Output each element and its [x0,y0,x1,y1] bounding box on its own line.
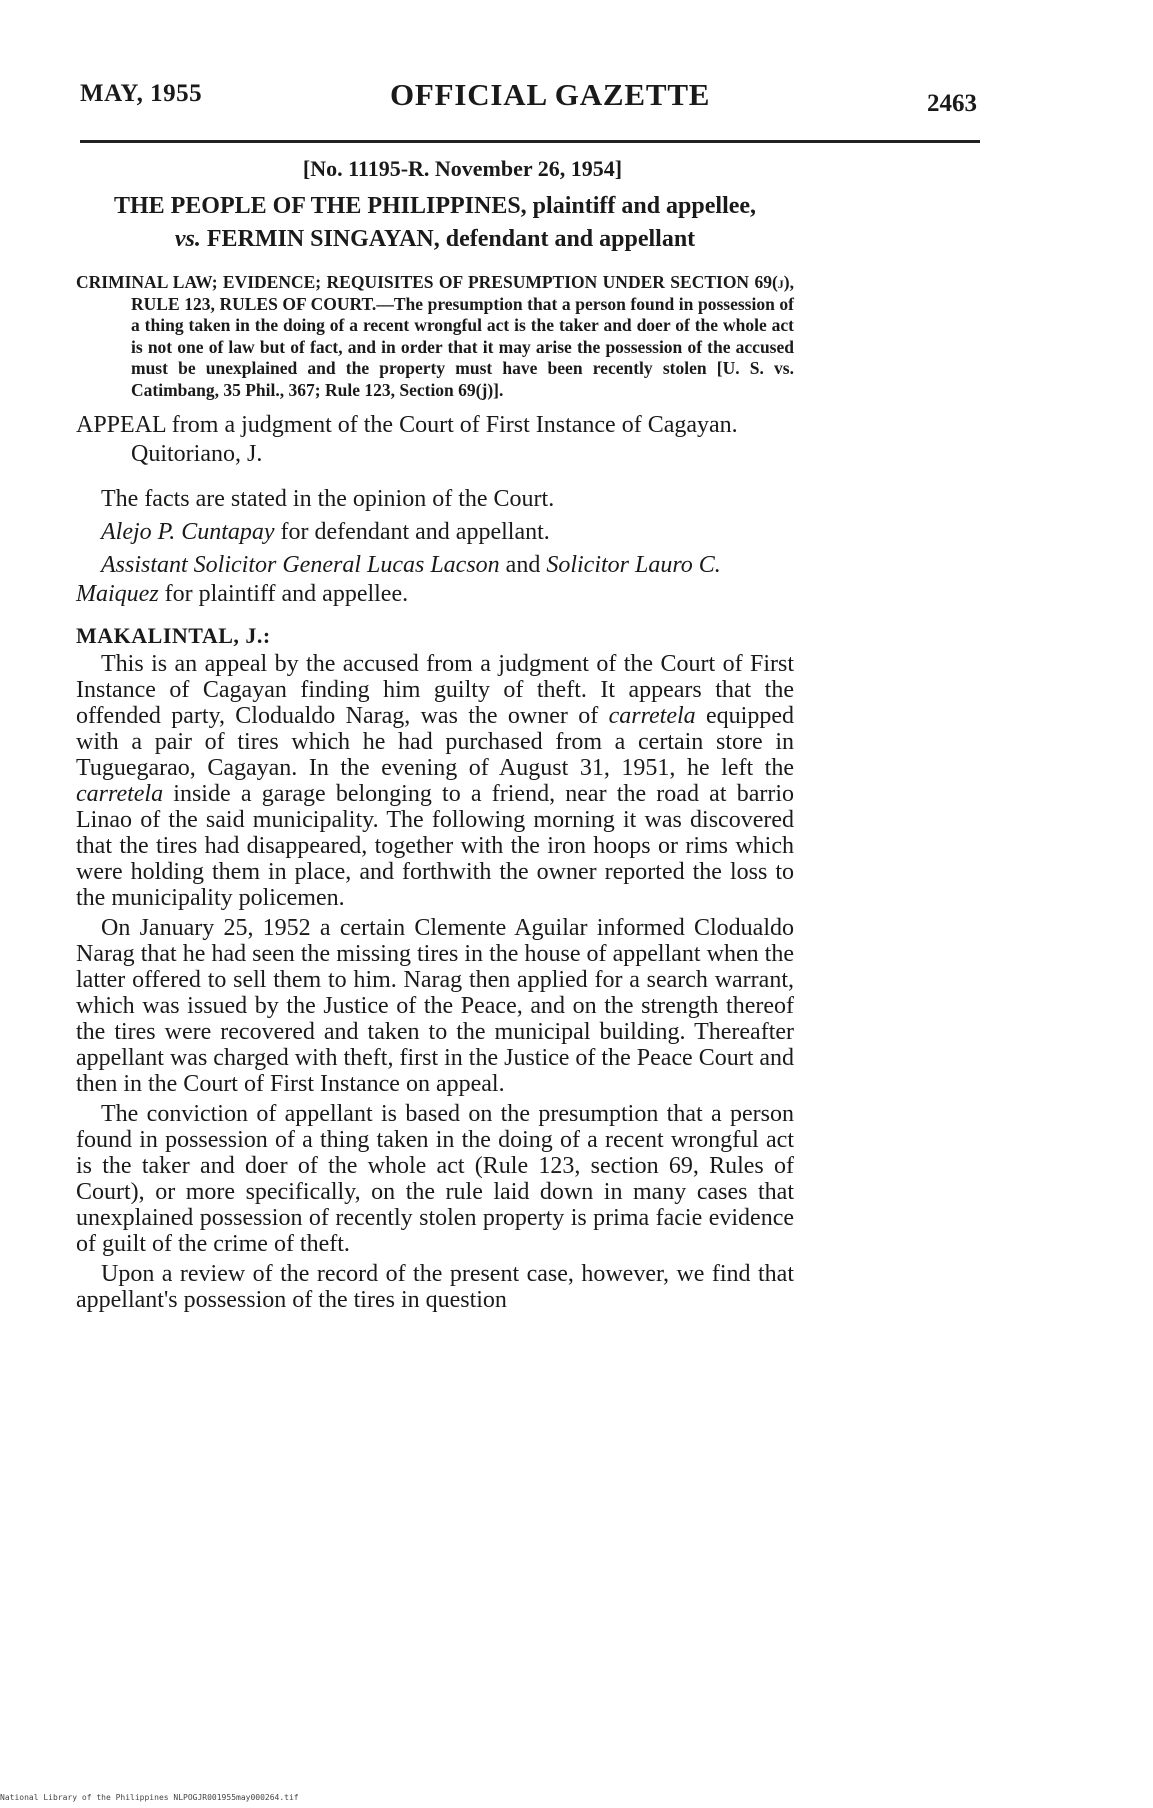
parties-line-2: FERMIN SINGAYAN, defendant and appellant [200,226,696,252]
syllabus-text: —The presumption that a person found in possession of a thing taken in the doing of a recent wrongful act is the taker and doer of the whole act is not one of law but of fact, and in order that it may arise the possession of the accused must be unexplained and the property must have been recently stolen [U. S. vs. Catimbang, 35 Phil., 367; Rule 123, Section 69(j)]. [131,293,794,400]
facts-line: The facts are stated in the opinion of the Court. [101,486,555,512]
appeal-line: APPEAL from a judgment of the Court of First Instance of Cagayan. Quitoriano, J. [76,412,738,467]
prosecution-counsel-name-1: Assistant Solicitor General Lucas Lacson [101,552,500,578]
issue-date: MAY, 1955 [80,80,203,107]
case-parties [76,190,794,256]
ponente: MAKALINTAL, J.: [76,623,271,648]
defense-counsel-name: Alejo P. Cuntapay [101,519,275,545]
syllabus [76,272,794,401]
p1-italic-1: carretela [608,703,696,729]
versus: vs. [174,226,201,252]
page-number: 2463 [927,90,977,117]
prosecution-counsel [76,551,794,609]
scan-footer: National Library of the Philippines NLPOGJR001955may000264.tif [0,1793,299,1802]
prosecution-conjunction: and [499,552,547,578]
p1-text-b: equipped with a pair of tires which he had purchased from a certain store in Tuguegarao, Cagayan. In the evening of August 31, 1951, he left the [76,703,794,781]
opinion-paragraph-4: Upon a review of the record of the present case, however, we find that appellant's possession of the tires in question [76,1261,794,1313]
p1-italic-2: carretela [76,781,164,807]
opinion-paragraph-1 [76,651,794,911]
p1-text-a: This is an appeal by the accused from a judgment of the Court of First Instance of Cagayan finding him guilty of theft. It appears that the offended party, Clodualdo Narag, was the owner of [76,651,794,729]
running-head [80,77,980,130]
opinion-paragraph-3: The conviction of appellant is based on the presumption that a person found in possession of a thing taken in the doing of a recent wrongful act is the taker and doer of the whole act (Rule 123, section 69, Rules of Court), or more specifically, on the rule laid down in many cases that unexplained possession of recently stolen property is prima facie evidence of guilt of the crime of theft. [76,1101,794,1257]
prosecution-counsel-name-2: Solicitor Lauro C. Maiquez [76,552,721,607]
defense-counsel [76,518,794,547]
prosecution-counsel-role: for plaintiff and appellee. [158,581,409,607]
case-number: [No. 11195-R. November 26, 1954] [302,156,623,181]
opinion-paragraph-2: On January 25, 1952 a certain Clemente Aguilar informed Clodualdo Narag that he had seen the missing tires in the house of appellant when the latter offered to sell them to him. Narag then applied for a search warrant, which was issued by the Justice of the Peace, and on the strength thereof the tires were recovered and taken to the municipal building. Thereafter appellant was charged with theft, first in the Justice of the Peace Court and then in the Court of First Instance on appeal. [76,915,795,1097]
syllabus-heading: CRIMINAL LAW; EVIDENCE; REQUISITES OF PRESUMPTION UNDER SECTION 69(j), RULE 123, RULES OF COURT. [76,272,794,314]
parties-line-1: THE PEOPLE OF THE PHILIPPINES, plaintiff and appellee, [113,193,757,219]
defense-counsel-role: for defendant and appellant. [274,519,550,545]
p1-text-c: inside a garage belonging to a friend, near the road at barrio Linao of the said municipality. The following morning it was discovered that the tires had disappeared, together with the iron hoops or rims which were holding them in place, and forthwith the owner reported the loss to the municipality policemen. [76,781,794,911]
header-rule [80,140,980,143]
main-content [76,150,794,1313]
publication-title: OFFICIAL GAZETTE [390,77,711,112]
